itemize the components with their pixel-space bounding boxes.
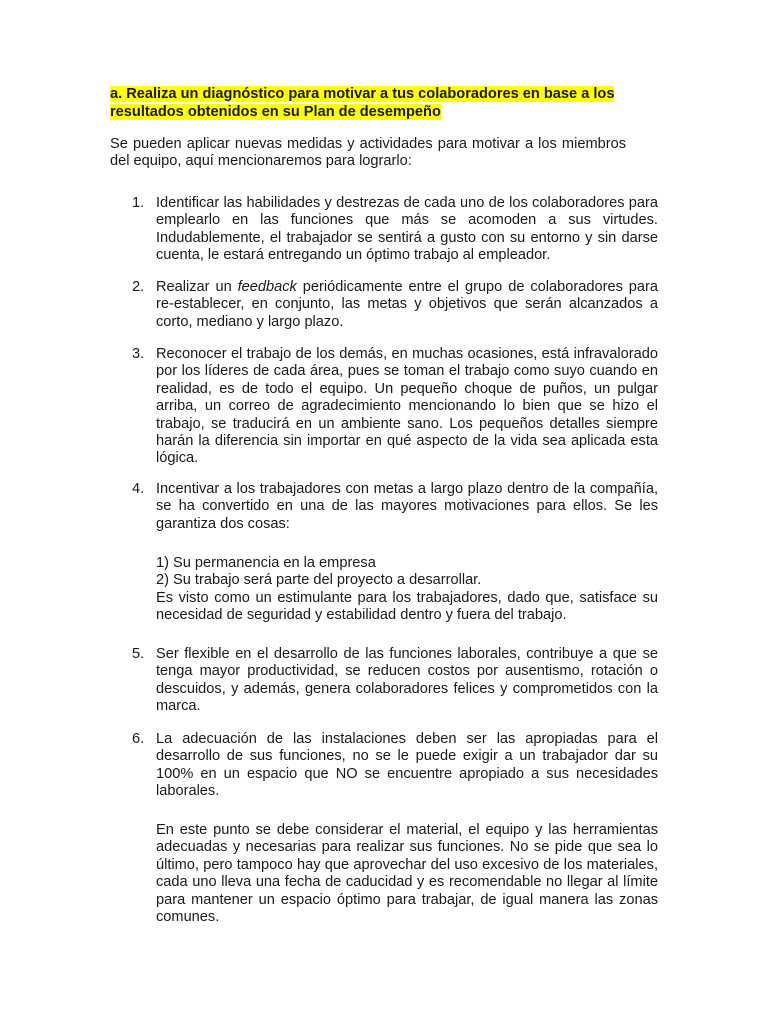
list-number: 5. bbox=[132, 646, 145, 662]
list-number: 4. bbox=[132, 481, 145, 497]
item-6-extra-paragraph: En este punto se debe considerar el material, el equipo y las herramientas adecuadas y necesarias para realizar sus funciones. No se pide que sea lo último, pero tampoco hay que aprovechar del uso excesivo de los materiales, cada uno lleva una fecha de caducidad y es recomendable no llegar al límite para mantener un espacio óptimo para trabajar, de igual manera las zonas comunes. bbox=[156, 822, 658, 926]
list-text: Incentivar a los trabajadores con metas a largo plazo dentro de la compañía, se ha convertido en una de las mayores motivaciones para ellos. Se les garantiza dos cosas: bbox=[156, 481, 658, 532]
sublist-explanation: Es visto como un estimulante para los trabajadores, dado que, satisface su necesidad de seguridad y estabilidad dentro y fuera del trabajo. bbox=[156, 589, 658, 624]
list-text: Realizar un feedback periódicamente entre el grupo de colaboradores para re-establecer, en conjunto, las metas y objetivos que serán alcanzados a corto, mediano y largo plazo. bbox=[156, 279, 659, 330]
list-number: 1. bbox=[132, 195, 145, 211]
list-text: Identificar las habilidades y destrezas de cada uno de los colaboradores para emplearlo en las funciones que más se acomoden a sus virtudes. Indudablemente, el trabajador se sentirá a gusto con su entorno y sin darse cuenta, le estará entregando un óptimo trabajo al empleador. bbox=[156, 195, 658, 264]
sublist-line-1: 1) Su permanencia en la empresa bbox=[156, 555, 376, 571]
list-number: 2. bbox=[132, 279, 145, 295]
sublist-line-2: 2) Su trabajo será parte del proyecto a desarrollar. bbox=[156, 572, 482, 589]
list-number: 3. bbox=[132, 346, 145, 362]
heading-line-1: a. Realiza un diagnóstico para motivar a tus colaboradores en base a los bbox=[110, 86, 615, 102]
feedback-emphasis: feedback bbox=[237, 279, 297, 295]
list-number: 6. bbox=[132, 731, 145, 747]
heading-line-2: resultados obtenidos en su Plan de desempeño bbox=[110, 104, 441, 120]
list-text: Ser flexible en el desarrollo de las funciones laborales, contribuye a que se tenga mayor productividad, se reducen costos por ausentismo, rotación o descuidos, y además, genera colaboradores felices y comprometidos con la marca. bbox=[156, 646, 658, 715]
list-text: La adecuación de las instalaciones deben ser las apropiadas para el desarrollo de sus funciones, no se le puede exigir a un trabajador dar su 100% en un espacio que NO se encuentre apropiado a sus necesidades laborales. bbox=[156, 731, 658, 800]
intro-paragraph: Se pueden aplicar nuevas medidas y actividades para motivar a los miembros del equipo, aquí mencionaremos para lograrlo: bbox=[110, 136, 626, 170]
list-text: Reconocer el trabajo de los demás, en muchas ocasiones, está infravalorado por los líderes de cada área, pues se toman el trabajo como suyo cuando en realidad, es de todo el equipo. Un pequeño choque de puños, un pulgar arriba, un correo de agradecimiento mencionando lo bien que se hizo el trabajo, se traducirá en un ambiente sano. Los pequeños detalles siempre harán la diferencia sin importar en qué aspecto de la vida sea aplicada esta lógica. bbox=[156, 346, 658, 467]
item-4-sublist bbox=[156, 555, 658, 625]
section-heading bbox=[110, 85, 660, 121]
